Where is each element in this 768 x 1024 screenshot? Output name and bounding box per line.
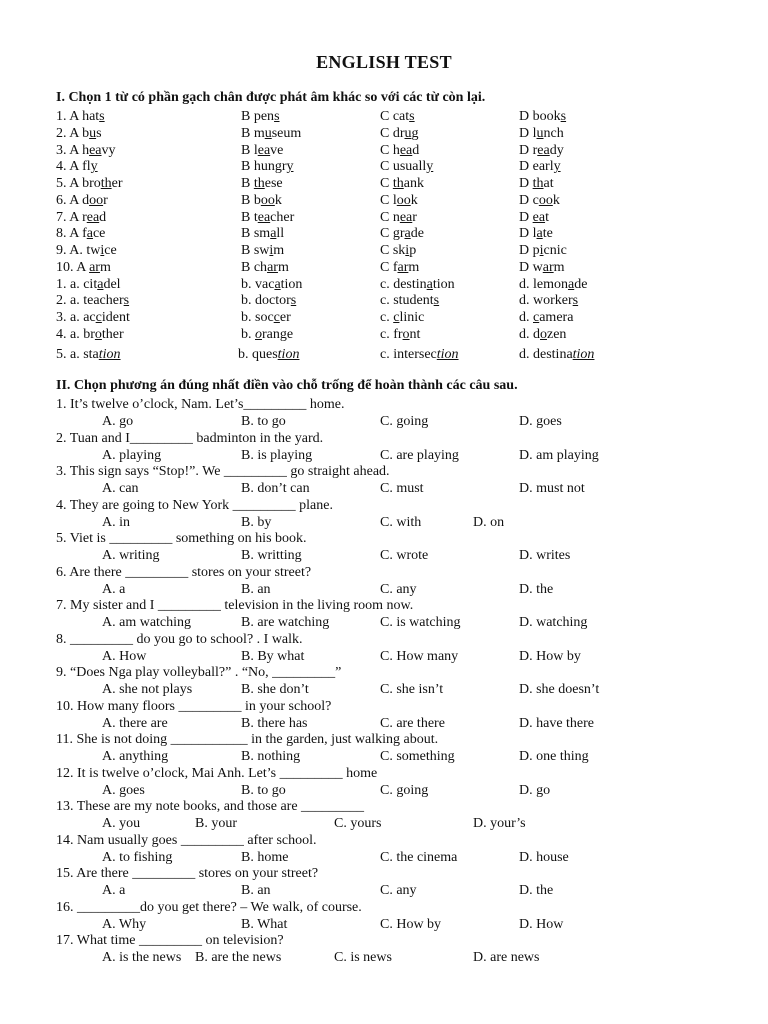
s1-row10-option-a: 10. A arm — [56, 259, 111, 275]
s1-row2-option-a: 2. A bus — [56, 125, 102, 141]
question-11-option-c: C. something — [380, 749, 455, 764]
s1-row5-option-b: B these — [241, 176, 283, 191]
question-15-option-d: D. the — [519, 883, 554, 898]
question-12-option-c: C. going — [380, 782, 429, 798]
s1-row9-option-b: B swim — [241, 243, 285, 258]
s1-row6-option-b: B book — [241, 192, 282, 208]
s1-row2-option-d: D lunch — [519, 125, 564, 141]
question-5-option-a: A. writing — [102, 548, 160, 563]
question-4-stem: 4. They are going to New York _________ plane. — [56, 497, 333, 513]
s1-row3-option-a: 3. A heavy — [56, 142, 116, 158]
question-3-option-c: C. must — [380, 481, 424, 496]
question-8-option-a: A. How — [102, 648, 147, 664]
question-10-option-a: A. there are — [102, 715, 168, 731]
section2-heading: II. Chọn phương án đúng nhất điền vào chỗ trống để hoàn thành các câu sau. — [56, 378, 518, 393]
question-7-option-c: C. is watching — [380, 615, 461, 630]
s1-row5-option-d: D that — [519, 176, 554, 191]
question-8-stem: 8. _________ do you go to school? . I walk. — [56, 631, 303, 647]
question-12-option-b: B. to go — [241, 782, 286, 798]
question-4-option-b: B. by — [241, 514, 272, 530]
question-11-stem: 11. She is not doing ___________ in the garden, just walking about. — [56, 732, 439, 747]
s1-row10-option-d: D warm — [519, 259, 565, 275]
question-12-option-d: D. go — [519, 782, 551, 798]
s1-row14-option-c: c. front — [380, 326, 421, 342]
question-13-option-a: A. you — [102, 816, 141, 831]
question-14-option-c: C. the cinema — [380, 849, 458, 865]
question-8-option-d: D. How by — [519, 648, 581, 664]
s1-row13-option-c: c. clinic — [380, 310, 425, 325]
question-13-option-d: D. your’s — [473, 816, 526, 831]
question-1-option-b: B. to go — [241, 414, 286, 429]
question-11-option-d: D. one thing — [519, 749, 589, 764]
s1-row13-option-b: b. soccer — [241, 310, 291, 325]
question-6-option-d: D. the — [519, 581, 554, 597]
question-15-stem: 15. Are there _________ stores on your street? — [56, 866, 319, 881]
s1-row4-option-b: B hungry — [241, 159, 294, 175]
question-2-option-c: C. are playing — [380, 447, 459, 463]
question-2-option-b: B. is playing — [241, 447, 313, 463]
s1-row15-option-b: b. question — [238, 346, 300, 362]
question-3-stem: 3. This sign says “Stop!”. We _________ go straight ahead. — [56, 464, 390, 479]
s1-row15-option-c: c. intersection — [380, 346, 459, 362]
s1-row12-option-a: 2. a. teachers — [56, 293, 130, 309]
s1-row5-option-c: C thank — [380, 176, 424, 191]
question-15-option-c: C. any — [380, 883, 417, 898]
s1-row6-option-c: C look — [380, 192, 418, 208]
s1-row13-option-d: d. camera — [519, 310, 574, 325]
question-11-option-a: A. anything — [102, 749, 169, 764]
question-7-option-b: B. are watching — [241, 615, 330, 630]
question-3-option-a: A. can — [102, 481, 139, 496]
question-2-stem: 2. Tuan and I_________ badminton in the yard. — [56, 430, 324, 446]
s1-row12-option-b: b. doctors — [241, 293, 297, 309]
question-3-option-d: D. must not — [519, 481, 585, 496]
s1-row4-option-d: D early — [519, 159, 561, 175]
question-16-option-c: C. How by — [380, 916, 442, 932]
s1-row7-option-d: D eat — [519, 209, 549, 225]
s1-row9-option-d: D picnic — [519, 243, 567, 258]
question-8-option-b: B. By what — [241, 648, 305, 664]
s1-row9-option-a: 9. A. twice — [56, 243, 117, 258]
s1-row11-option-b: b. vacation — [241, 276, 303, 292]
s1-row1-option-d: D books — [519, 109, 567, 124]
question-6-option-c: C. any — [380, 581, 417, 597]
question-5-option-d: D. writes — [519, 548, 571, 563]
question-4-option-a: A. in — [102, 514, 130, 530]
question-9-option-b: B. she don’t — [241, 682, 309, 697]
s1-row11-option-d: d. lemonade — [519, 276, 588, 292]
question-6-option-a: A. a — [102, 581, 126, 597]
s1-row1-option-b: B pens — [241, 109, 280, 124]
question-15-option-a: A. a — [102, 883, 126, 898]
question-1-option-d: D. goes — [519, 414, 562, 429]
question-10-option-d: D. have there — [519, 715, 595, 731]
question-11-option-b: B. nothing — [241, 749, 301, 764]
s1-row12-option-c: c. students — [380, 293, 440, 309]
s1-row11-option-c: c. destination — [380, 276, 455, 292]
s1-row13-option-a: 3. a. accident — [56, 310, 130, 325]
s1-row3-option-c: C head — [380, 142, 420, 158]
question-12-stem: 12. It is twelve o’clock, Mai Anh. Let’s _________ home — [56, 765, 378, 781]
question-9-stem: 9. “Does Nga play volleyball?” . “No, _________” — [56, 665, 342, 680]
s1-row14-option-d: d. dozen — [519, 326, 567, 342]
s1-row5-option-a: 5. A brother — [56, 176, 123, 191]
question-8-option-c: C. How many — [380, 648, 459, 664]
s1-row6-option-d: D cook — [519, 192, 560, 208]
question-10-option-b: B. there has — [241, 715, 308, 731]
s1-row4-option-a: 4. A fly — [56, 159, 98, 175]
s1-row2-option-c: C drug — [380, 125, 419, 141]
question-13-stem: 13. These are my note books, and those are _________ — [56, 799, 365, 814]
question-4-option-c: C. with — [380, 514, 422, 530]
question-2-option-d: D. am playing — [519, 447, 599, 463]
s1-row1-option-c: C cats — [380, 109, 415, 124]
question-16-option-b: B. What — [241, 916, 288, 932]
s1-row14-option-b: b. orange — [241, 326, 294, 342]
s1-row7-option-a: 7. A read — [56, 209, 107, 225]
question-9-option-d: D. she doesn’t — [519, 682, 600, 697]
question-13-option-c: C. yours — [334, 816, 382, 831]
s1-row6-option-a: 6. A door — [56, 192, 108, 208]
question-10-stem: 10. How many floors _________ in your school? — [56, 698, 332, 714]
question-14-option-d: D. house — [519, 849, 569, 865]
s1-row7-option-c: C near — [380, 209, 417, 225]
question-6-option-b: B. an — [241, 581, 271, 597]
question-7-option-a: A. am watching — [102, 615, 192, 630]
s1-row14-option-a: 4. a. brother — [56, 326, 124, 342]
question-7-option-d: D. watching — [519, 615, 588, 630]
question-17-stem: 17. What time _________ on television? — [56, 933, 284, 948]
s1-row11-option-a: 1. a. citadel — [56, 276, 121, 292]
question-17-option-d: D. are news — [473, 950, 540, 965]
s1-row15-option-a: 5. a. station — [56, 346, 121, 362]
s1-row15-option-d: d. destination — [519, 346, 595, 362]
s1-row2-option-b: B museum — [241, 125, 302, 141]
s1-row8-option-d: D late — [519, 226, 553, 242]
question-10-option-c: C. are there — [380, 715, 445, 731]
s1-row8-option-c: C grade — [380, 226, 424, 242]
question-14-option-a: A. to fishing — [102, 849, 173, 865]
question-2-option-a: A. playing — [102, 447, 162, 463]
s1-row8-option-b: B small — [241, 226, 285, 242]
question-9-option-c: C. she isn’t — [380, 682, 444, 697]
question-16-stem: 16. _________do you get there? – We walk, of course. — [56, 899, 362, 915]
s1-row3-option-b: B leave — [241, 142, 284, 158]
page-title: ENGLISH TEST — [316, 52, 452, 72]
s1-row8-option-a: 8. A face — [56, 226, 106, 242]
s1-row12-option-d: d. workers — [519, 293, 579, 309]
question-14-stem: 14. Nam usually goes _________ after school. — [56, 832, 317, 848]
question-16-option-d: D. How — [519, 916, 564, 932]
question-16-option-a: A. Why — [102, 916, 147, 932]
question-6-stem: 6. Are there _________ stores on your street? — [56, 564, 312, 580]
question-1-stem: 1. It’s twelve o’clock, Nam. Let’s_________ home. — [56, 397, 345, 412]
question-17-option-a: A. is the news — [102, 950, 182, 965]
question-4-option-d: D. on — [473, 514, 505, 530]
question-9-option-a: A. she not plays — [102, 682, 193, 697]
question-5-option-c: C. wrote — [380, 548, 429, 563]
question-3-option-b: B. don’t can — [241, 481, 310, 496]
section1-heading: I. Chọn 1 từ có phần gạch chân được phát âm khác so với các từ còn lại. — [56, 90, 486, 105]
question-17-option-b: B. are the news — [195, 950, 282, 965]
s1-row7-option-b: B teacher — [241, 209, 295, 225]
s1-row1-option-a: 1. A hats — [56, 109, 105, 124]
question-1-option-a: A. go — [102, 414, 134, 429]
question-5-option-b: B. writting — [241, 548, 302, 563]
question-1-option-c: C. going — [380, 414, 429, 429]
question-14-option-b: B. home — [241, 849, 289, 865]
question-5-stem: 5. Viet is _________ something on his book. — [56, 531, 307, 546]
question-13-option-b: B. your — [195, 816, 237, 831]
question-17-option-c: C. is news — [334, 950, 392, 965]
question-12-option-a: A. goes — [102, 782, 145, 798]
question-7-stem: 7. My sister and I _________ television in the living room now. — [56, 598, 414, 613]
s1-row9-option-c: C skip — [380, 243, 417, 258]
s1-row3-option-d: D ready — [519, 142, 564, 158]
question-15-option-b: B. an — [241, 883, 271, 898]
s1-row10-option-c: C farm — [380, 259, 420, 275]
s1-row4-option-c: C usually — [380, 159, 434, 175]
s1-row10-option-b: B charm — [241, 259, 289, 275]
